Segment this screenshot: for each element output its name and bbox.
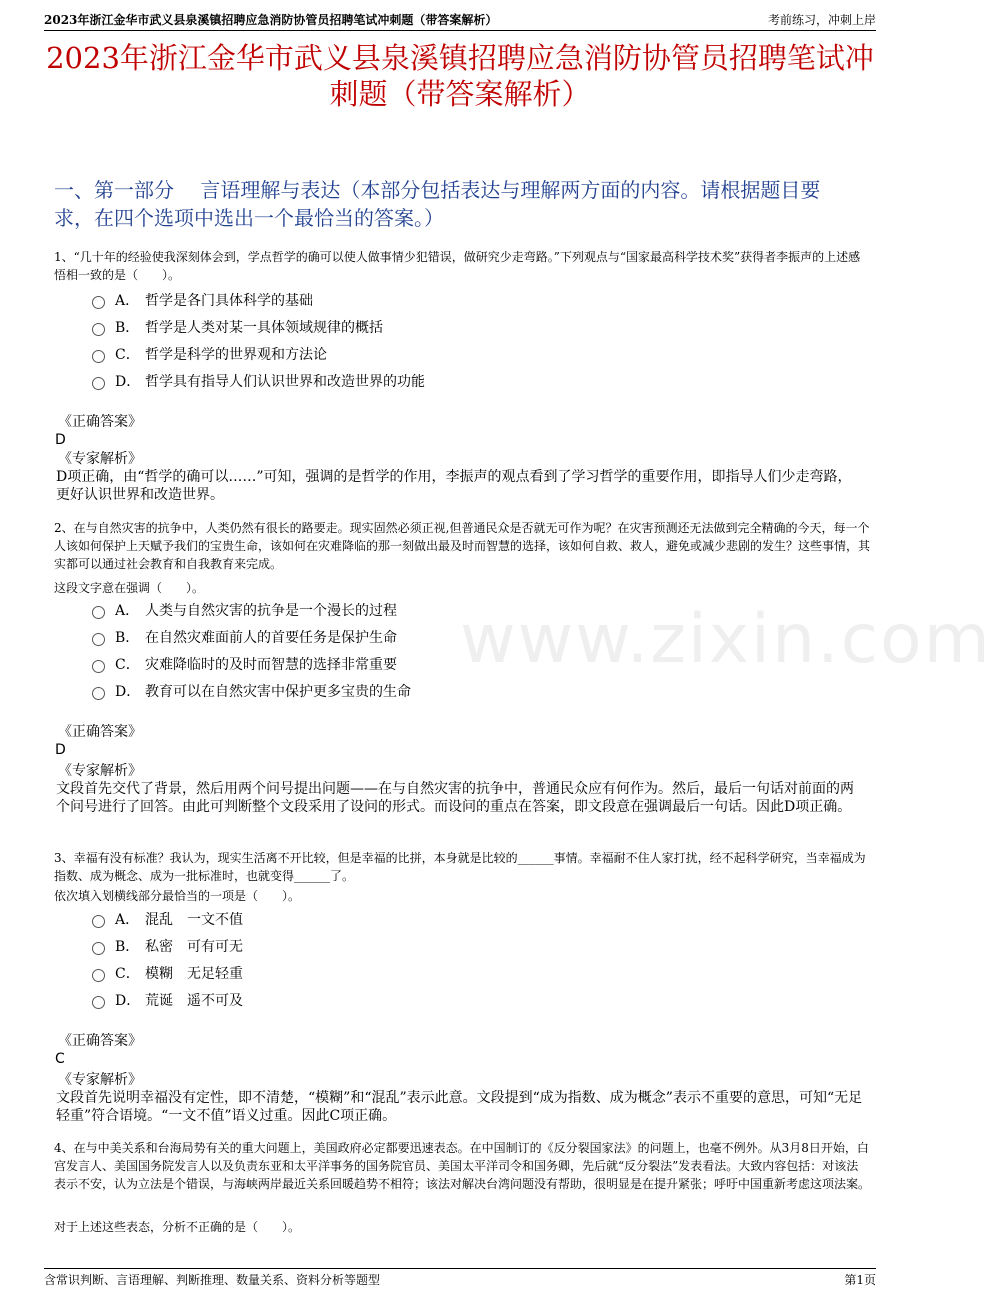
question-1-option-b[interactable] <box>92 317 383 337</box>
option-text: 人类与自然灾害的抗争是一个漫长的过程 <box>145 603 397 619</box>
page-number: 第1页 <box>844 1273 876 1287</box>
radio-icon[interactable] <box>92 296 105 309</box>
option-text: 哲学是人类对某一具体领域规律的概括 <box>145 320 383 336</box>
answer-label: 《正确答案》 <box>58 414 142 430</box>
option-letter: A． <box>115 912 140 928</box>
option-text: 模糊 无足轻重 <box>145 966 243 982</box>
question-4-text: 4、在与中美关系和台海局势有关的重大问题上，美国政府必定都要迅速表态。在中国制订的《反分裂国家法》的问题上，也毫不例外。从3月8日开始，白宫发言人、美国国务院发言人以及负责东亚和太平洋事务的国务院官员、美国太平洋司令和国务卿，先后就“反分裂法”发表看法。大致内容包括：对该法表示不安，认为立法是个错误，与海峡两岸最近关系回暖趋势不相符；该法对解决台湾问题没有帮助，很明显是在提升紧张；呼吁中国重新考虑这项法案。 <box>54 1141 871 1191</box>
option-letter: C． <box>115 966 140 982</box>
question-3-prompt: 依次填入划横线部分最恰当的一项是（ ）。 <box>54 889 301 903</box>
option-text: 哲学具有指导人们认识世界和改造世界的功能 <box>145 374 425 390</box>
option-text: 灾难降临时的及时而智慧的选择非常重要 <box>145 657 397 673</box>
option-letter: D． <box>115 993 141 1009</box>
question-3-option-b[interactable] <box>92 936 243 956</box>
option-letter: C． <box>115 347 140 363</box>
option-text: 在自然灾难面前人的首要任务是保护生命 <box>145 630 397 646</box>
question-2-analysis: 文段首先交代了背景，然后用两个问号提出问题——在与自然灾害的抗争中，普通民众应有何作为。然后，最后一句话对前面的两个问号进行了回答。由此可判断整个文段采用了设问的形式。而设问的重点在答案，即文段意在强调最后一句话。因此D项正确。 <box>56 781 854 815</box>
option-text: 混乱 一文不值 <box>145 912 243 928</box>
question-2-option-b[interactable] <box>92 627 397 647</box>
option-letter: C． <box>115 657 140 673</box>
page-footer <box>44 1268 876 1291</box>
question-3-option-a[interactable] <box>92 909 243 929</box>
question-3-option-d[interactable] <box>92 990 243 1010</box>
page-header <box>44 10 876 31</box>
radio-icon[interactable] <box>92 350 105 363</box>
option-letter: A． <box>115 293 140 309</box>
option-letter: B． <box>115 939 140 955</box>
option-letter: B． <box>115 320 140 336</box>
radio-icon[interactable] <box>92 996 105 1009</box>
option-letter: B． <box>115 630 140 646</box>
option-letter: A． <box>115 603 140 619</box>
radio-icon[interactable] <box>92 915 105 928</box>
header-doc-title: 2023年浙江金华市武义县泉溪镇招聘应急消防协管员招聘笔试冲刺题（带答案解析） <box>44 13 498 27</box>
answer-label: 《正确答案》 <box>58 724 142 740</box>
document-title: 2023年浙江金华市武义县泉溪镇招聘应急消防协管员招聘笔试冲刺题（带答案解析） <box>46 41 874 111</box>
question-1-analysis: D项正确，由“哲学的确可以……”可知，强调的是哲学的作用，李振声的观点看到了学习哲学的重要作用，即指导人们少走弯路，更好认识世界和改造世界。 <box>56 469 852 503</box>
option-text: 哲学是各门具体科学的基础 <box>145 293 313 309</box>
question-1-answer: D <box>55 432 66 448</box>
question-2-answer: D <box>55 742 66 758</box>
question-3-text: 3、幸福有没有标准？我认为，现实生活离不开比较，但是幸福的比拼，本身就是比较的______事情。幸福耐不住人家打扰，经不起科学研究，当幸福成为指数、成为概念、成为一批标准时，也就变得______了。 <box>54 851 866 883</box>
question-2-option-d[interactable] <box>92 681 411 701</box>
option-text: 荒诞 遥不可及 <box>145 993 243 1009</box>
watermark: www.zixin.com <box>460 600 992 679</box>
analysis-label: 《专家解析》 <box>58 451 142 467</box>
analysis-label: 《专家解析》 <box>58 763 142 779</box>
question-2-option-a[interactable] <box>92 600 397 620</box>
question-2-option-c[interactable] <box>92 654 397 674</box>
radio-icon[interactable] <box>92 323 105 336</box>
question-3-answer: C <box>55 1051 65 1067</box>
question-4-prompt: 对于上述这些表态，分析不正确的是（ ）。 <box>54 1220 301 1234</box>
option-text: 教育可以在自然灾害中保护更多宝贵的生命 <box>145 684 411 700</box>
radio-icon[interactable] <box>92 377 105 390</box>
footer-question-types: 含常识判断、言语理解、判断推理、数量关系、资料分析等题型 <box>44 1273 381 1287</box>
question-1-option-a[interactable] <box>92 290 313 310</box>
question-1-option-c[interactable] <box>92 344 327 364</box>
radio-icon[interactable] <box>92 633 105 646</box>
analysis-label: 《专家解析》 <box>58 1072 142 1088</box>
option-letter: D． <box>115 374 141 390</box>
section-title: 一、第一部分 言语理解与表达（本部分包括表达与理解两方面的内容。请根据题目要求，在四个选项中选出一个最恰当的答案。） <box>54 178 821 230</box>
option-text: 哲学是科学的世界观和方法论 <box>145 347 327 363</box>
radio-icon[interactable] <box>92 969 105 982</box>
answer-label: 《正确答案》 <box>58 1033 142 1049</box>
radio-icon[interactable] <box>92 606 105 619</box>
question-1-text: 1、“几十年的经验使我深刻体会到，学点哲学的确可以使人做事情少犯错误，做研究少走弯路。”下列观点与“国家最高科学技术奖”获得者李振声的上述感悟相一致的是（ ）。 <box>54 250 861 282</box>
option-text: 私密 可有可无 <box>145 939 243 955</box>
radio-icon[interactable] <box>92 942 105 955</box>
radio-icon[interactable] <box>92 660 105 673</box>
radio-icon[interactable] <box>92 687 105 700</box>
header-slogan: 考前练习，冲刺上岸 <box>767 13 876 27</box>
option-letter: D． <box>115 684 141 700</box>
question-1-option-d[interactable] <box>92 371 425 391</box>
question-2-prompt: 这段文字意在强调（ ）。 <box>54 581 205 595</box>
question-3-analysis: 文段首先说明幸福没有定性，即不清楚，“模糊”和“混乱”表示此意。文段提到“成为指数、成为概念”表示不重要的意思，可知“无足轻重”符合语境。“一文不值”语义过重。因此C项正确。 <box>56 1090 863 1124</box>
question-3-option-c[interactable] <box>92 963 243 983</box>
question-2-text: 2、在与自然灾害的抗争中，人类仍然有很长的路要走。现实固然必须正视,但普通民众是否就无可作为呢？在灾害预测还无法做到完全精确的今天，每一个人该如何保护上天赋予我们的宝贵生命，该如何在灾难降临的那一刻做出最及时而智慧的选择，该如何自救、救人，避免或减少悲剧的发生？这些事情，其实都可以通过社会教育和自我教育来完成。 <box>54 521 871 571</box>
